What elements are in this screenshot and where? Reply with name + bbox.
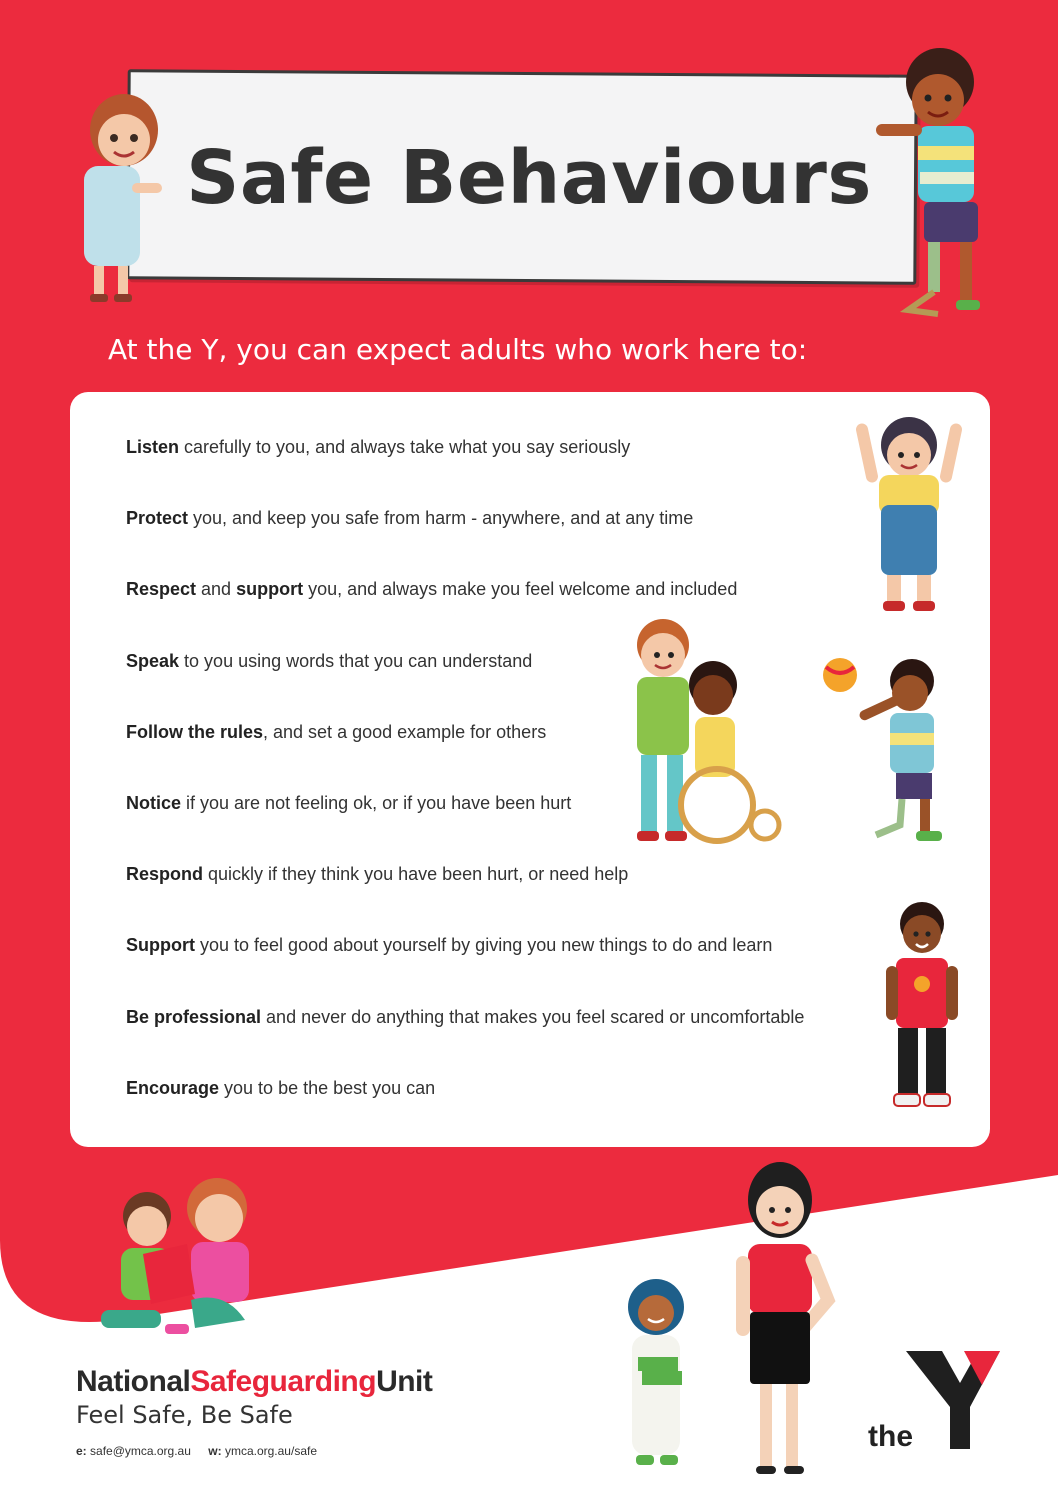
page-title: Safe Behaviours [186,135,872,221]
item-text: carefully to you, and always take what you say seriously [179,437,631,457]
item-keyword: Notice [126,792,182,813]
list-item [126,504,804,575]
tagline: Feel Safe, Be Safe [76,1401,293,1429]
item-keyword: Support [126,935,195,956]
staff-woman-illustration [728,1160,838,1485]
item-text: you to be the best you can [219,1077,436,1098]
list-item [126,1074,804,1145]
intro-text: At the Y, you can expect adults who work here to: [108,333,808,366]
list-item [126,860,804,931]
item-keyword: Speak [126,650,180,671]
brand-name [76,1365,432,1399]
list-item [126,931,804,1002]
girl-with-books-illustration [622,1275,694,1480]
wheelchair-friends-illustration [625,615,785,850]
item-keyword: support [236,579,304,600]
item-text: and [196,579,237,600]
item-text: you, and always make you feel welcome and included [303,579,738,600]
item-keyword: Encourage [126,1077,220,1098]
item-text: you to feel good about yourself by giving you new things to do and learn [195,935,773,956]
logo-text: the [868,1420,913,1453]
brand-part-unit: Unit [376,1365,433,1398]
brand-part-national: National [76,1365,191,1398]
list-item [126,433,804,504]
boy-arms-up-illustration [855,415,965,620]
girl-peeking-illustration [62,88,172,308]
item-keyword: Respond [126,864,204,885]
contact-info [76,1444,317,1458]
item-keyword: Be professional [126,1006,262,1027]
item-text: if you are not feeling ok, or if you have been hurt [181,792,572,813]
kids-reading-illustration [95,1170,260,1340]
item-text: quickly if they think you have been hurt, or need help [203,864,629,885]
web-label: w: [208,1444,222,1458]
brand-part-safeguarding: Safeguarding [190,1365,377,1398]
boy-pushing-board-illustration [868,42,1018,322]
item-keyword: Respect [126,579,197,600]
item-text: you, and keep you safe from harm - anywhere, and at any time [188,508,694,529]
web-link[interactable]: ymca.org.au/safe [224,1444,317,1458]
boy-with-backpack-illustration [882,900,962,1115]
item-keyword: Protect [126,508,189,529]
list-item [126,1003,804,1074]
item-keyword: Follow the rules [126,721,264,742]
item-text: , and set a good example for others [263,721,547,742]
boy-with-ball-illustration [820,655,965,850]
email-label: e: [76,1444,87,1458]
item-keyword: Listen [126,437,180,457]
item-text: and never do anything that makes you feel scared or uncomfortable [261,1006,805,1027]
item-text: to you using words that you can understand [179,650,533,671]
email-link[interactable]: safe@ymca.org.au [90,1444,191,1458]
